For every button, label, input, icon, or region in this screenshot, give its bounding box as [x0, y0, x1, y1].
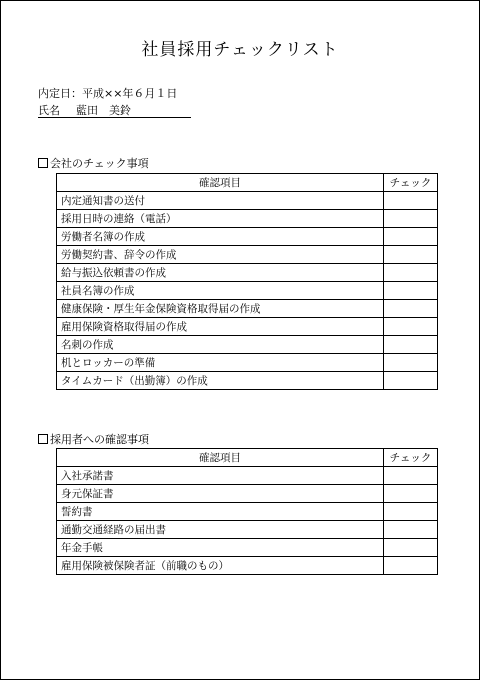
header-check: チェック	[384, 449, 438, 467]
check-cell[interactable]	[384, 264, 438, 282]
check-item-label: 内定通知書の送付	[57, 192, 384, 210]
table-row	[57, 503, 438, 521]
table-row	[57, 210, 438, 228]
check-item-label: 健康保険・厚生年金保険資格取得届の作成	[57, 300, 384, 318]
page-title: 社員採用チェックリスト	[141, 40, 339, 60]
checkbox-square-icon	[38, 434, 48, 444]
check-cell[interactable]	[384, 467, 438, 485]
section-company-label: 会社のチェック事項	[50, 157, 149, 170]
check-item-label: タイムカード（出勤簿）の作成	[57, 372, 384, 390]
table-row	[57, 228, 438, 246]
company-checklist-body	[57, 192, 438, 390]
check-cell[interactable]	[384, 318, 438, 336]
name-label: 氏名	[38, 104, 60, 117]
check-item-label: 採用日時の連絡（電話）	[57, 210, 384, 228]
check-item-label: 年金手帳	[57, 539, 384, 557]
check-cell[interactable]	[384, 503, 438, 521]
check-item-label: 誓約書	[57, 503, 384, 521]
applicant-checklist-body	[57, 467, 438, 575]
check-cell[interactable]	[384, 521, 438, 539]
check-item-label: 雇用保険資格取得届の作成	[57, 318, 384, 336]
section-applicant-heading	[38, 431, 149, 447]
check-item-label: 身元保証書	[57, 485, 384, 503]
check-cell[interactable]	[384, 228, 438, 246]
table-row	[57, 485, 438, 503]
table-row	[57, 246, 438, 264]
check-item-label: 労働者名簿の作成	[57, 228, 384, 246]
header-check: チェック	[384, 174, 438, 192]
applicant-checklist-table	[56, 448, 438, 575]
table-row	[57, 557, 438, 575]
table-header-row	[57, 449, 438, 467]
check-item-label: 名刺の作成	[57, 336, 384, 354]
table-header-row	[57, 174, 438, 192]
section-company-heading	[38, 155, 149, 171]
check-cell[interactable]	[384, 372, 438, 390]
check-item-label: 通勤交通経路の届出書	[57, 521, 384, 539]
check-cell[interactable]	[384, 210, 438, 228]
table-row	[57, 521, 438, 539]
check-cell[interactable]	[384, 246, 438, 264]
table-row	[57, 539, 438, 557]
check-item-label: 雇用保険被保険者証（前職のもの）	[57, 557, 384, 575]
table-row	[57, 354, 438, 372]
check-cell[interactable]	[384, 557, 438, 575]
section-applicant-label: 採用者への確認事項	[50, 433, 149, 446]
company-checklist-table	[56, 173, 438, 390]
table-row	[57, 300, 438, 318]
check-item-label: 入社承諾書	[57, 467, 384, 485]
table-row	[57, 282, 438, 300]
offer-date: 内定日：平成××年６月１日	[38, 87, 178, 100]
table-row	[57, 467, 438, 485]
name-value: 藍田 美鈴	[76, 104, 131, 117]
check-cell[interactable]	[384, 485, 438, 503]
check-cell[interactable]	[384, 192, 438, 210]
check-cell[interactable]	[384, 354, 438, 372]
header-item: 確認項目	[57, 174, 384, 192]
check-cell[interactable]	[384, 282, 438, 300]
check-item-label: 社員名簿の作成	[57, 282, 384, 300]
table-row	[57, 336, 438, 354]
check-item-label: 机とロッカーの準備	[57, 354, 384, 372]
table-row	[57, 318, 438, 336]
check-item-label: 給与振込依頼書の作成	[57, 264, 384, 282]
check-item-label: 労働契約書、辞令の作成	[57, 246, 384, 264]
name-field	[38, 102, 191, 118]
table-row	[57, 192, 438, 210]
table-row	[57, 264, 438, 282]
checkbox-square-icon	[38, 158, 48, 168]
check-cell[interactable]	[384, 539, 438, 557]
check-cell[interactable]	[384, 300, 438, 318]
check-cell[interactable]	[384, 336, 438, 354]
table-row	[57, 372, 438, 390]
header-item: 確認項目	[57, 449, 384, 467]
